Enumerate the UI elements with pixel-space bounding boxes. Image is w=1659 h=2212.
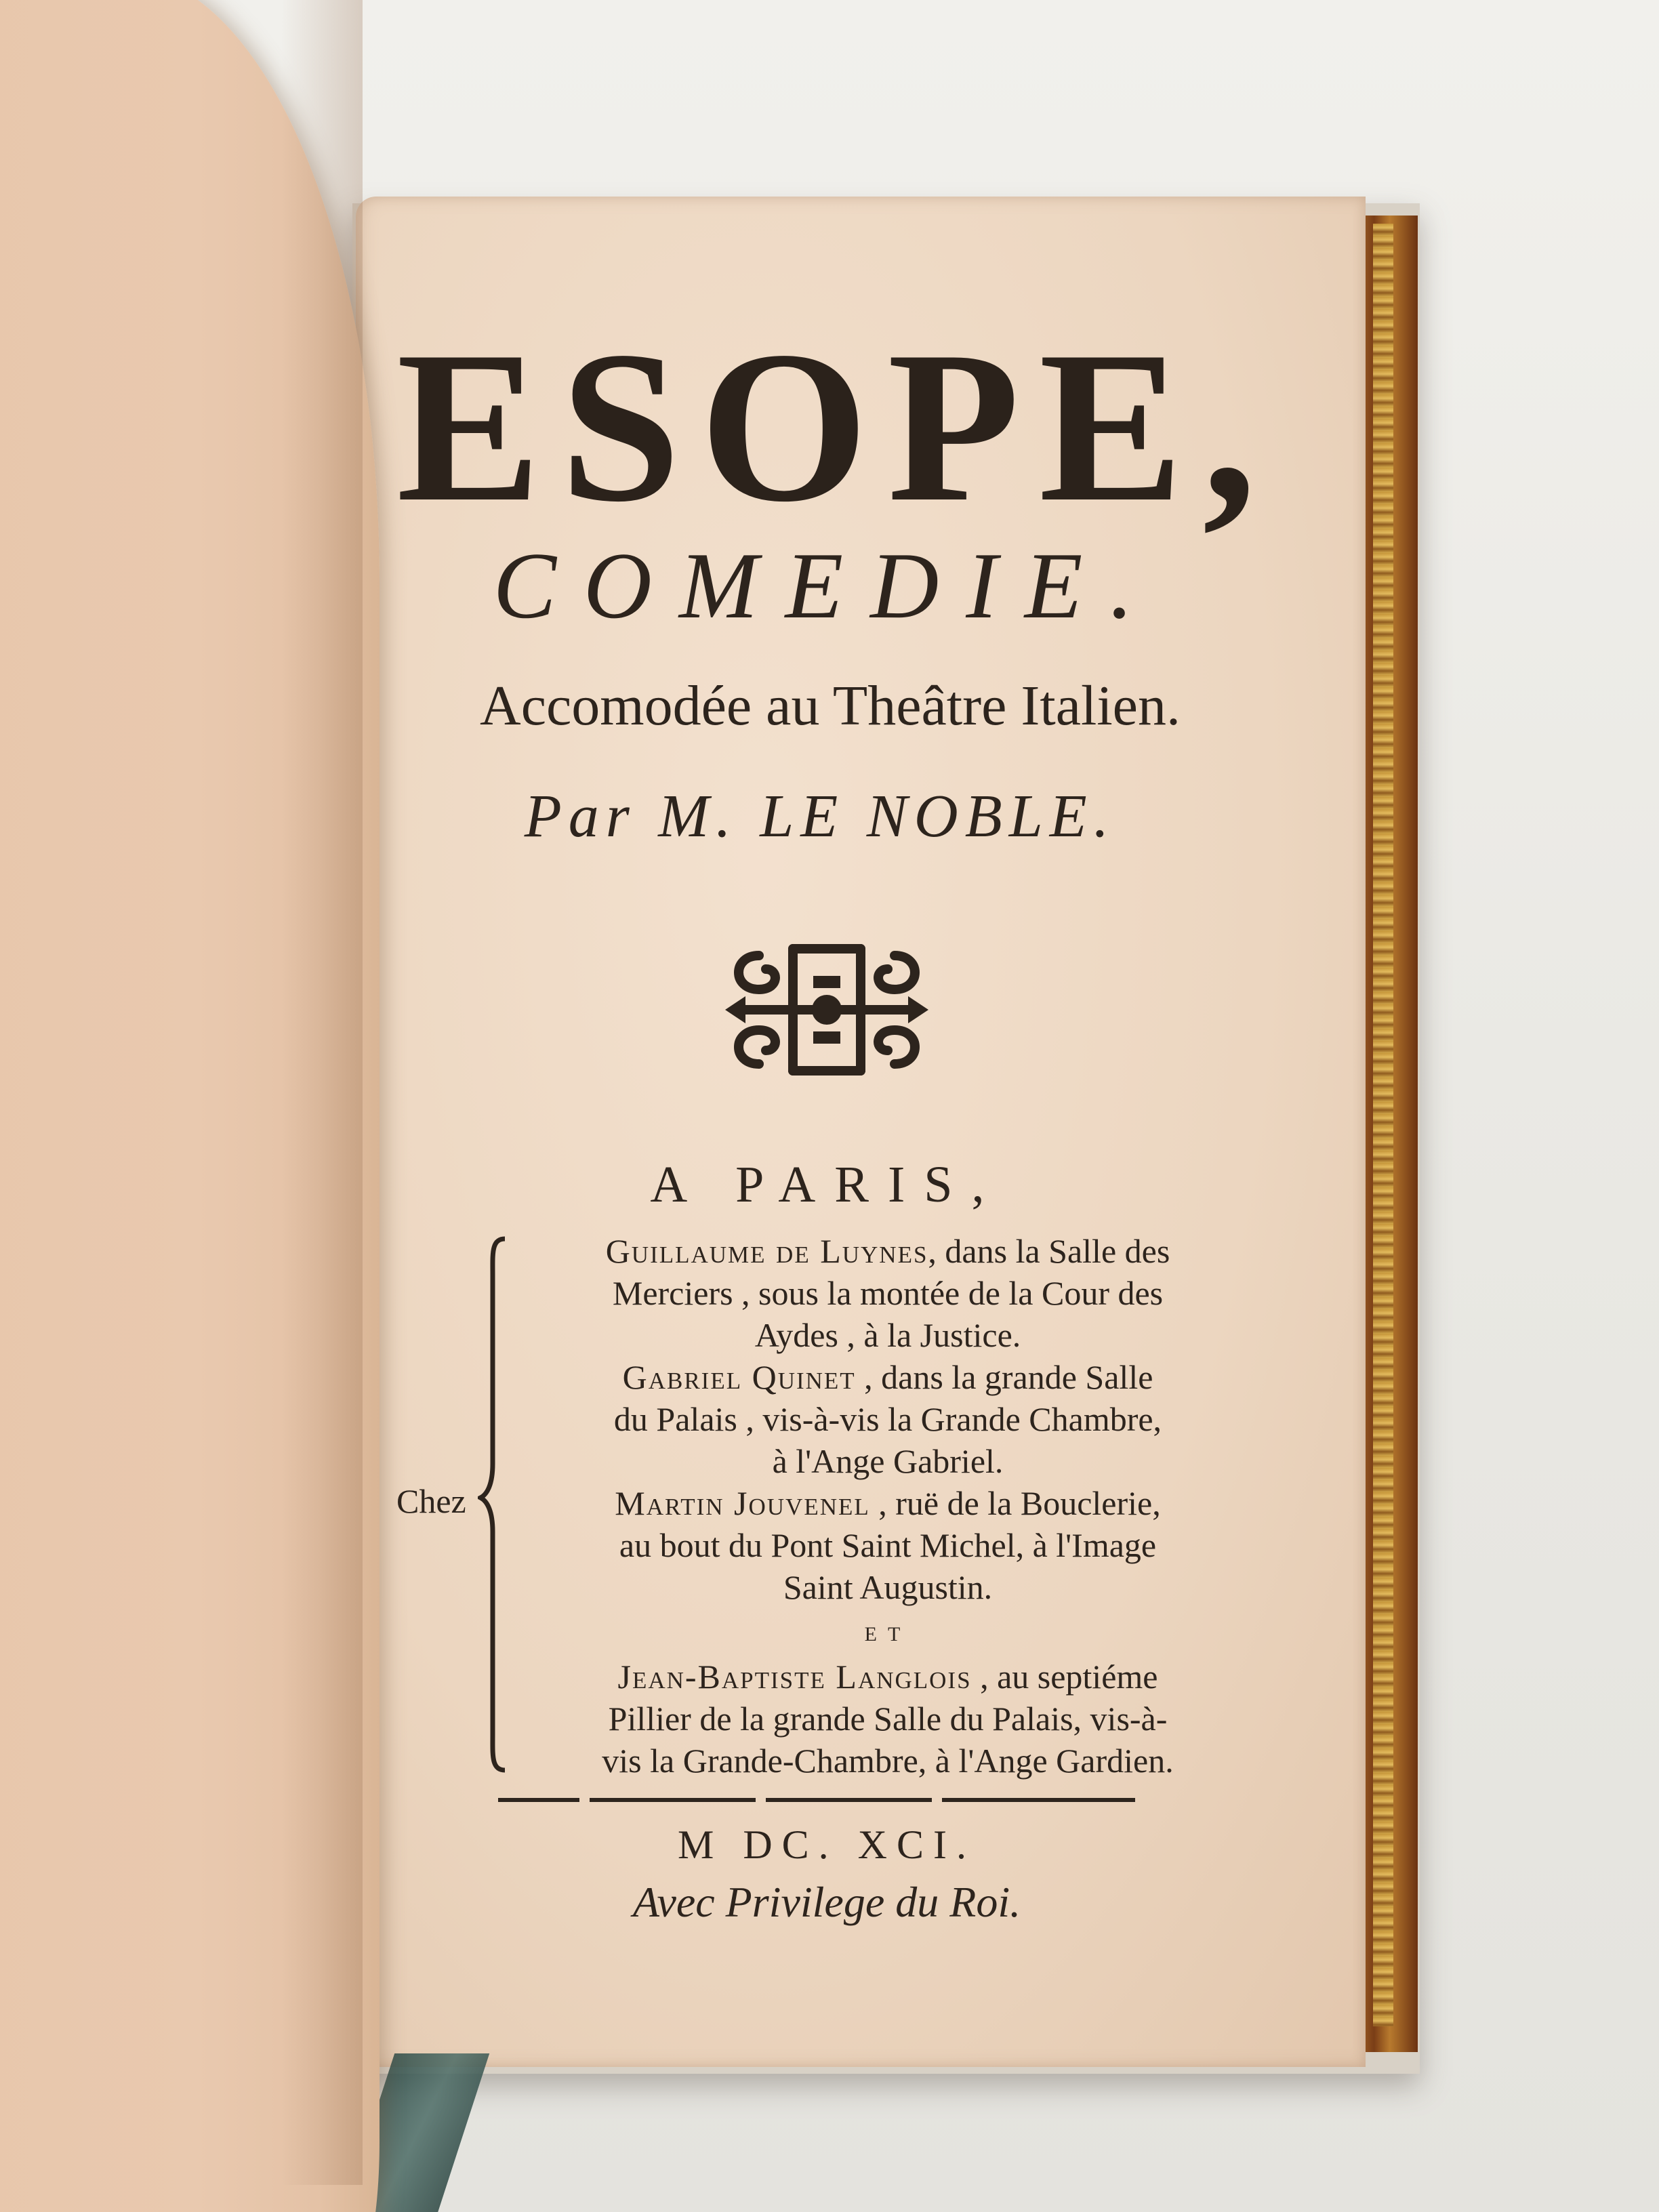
imprint-city: A PARIS, <box>650 1156 1004 1213</box>
imprint-line: ET <box>864 1623 912 1645</box>
imprint-block <box>515 1230 1261 1782</box>
imprint-line: Martin Jouvenel , ruë de la Bouclerie, <box>615 1484 1161 1522</box>
curled-flyleaf <box>0 0 380 2212</box>
imprint-line: Guillaume de Luynes, dans la Salle des <box>605 1232 1170 1270</box>
imprint-line: à l'Ange Gabriel. <box>772 1442 1004 1480</box>
imprint-line: vis la Grande-Chambre, à l'Ange Gardien. <box>602 1742 1174 1780</box>
flyleaf-shadow <box>281 0 363 2185</box>
printers-ornament-icon <box>718 928 935 1091</box>
printed-rule <box>498 1797 1135 1803</box>
chez-label: Chez <box>396 1482 466 1520</box>
imprint-line: Jean-Baptiste Langlois , au septiéme <box>617 1658 1158 1696</box>
author-line: Par M. LE NOBLE. <box>524 783 1116 850</box>
publication-year: M DC. XCI. <box>677 1822 977 1867</box>
imprint-line: Saint Augustin. <box>783 1568 993 1606</box>
book-subtitle: COMEDIE. <box>493 533 1161 638</box>
imprint-line: Pillier de la grande Salle du Palais, vis-à- <box>608 1700 1168 1738</box>
imprint-line: Aydes , à la Justice. <box>754 1316 1021 1354</box>
gilt-edge-decoration <box>1373 224 1393 2026</box>
adaptation-line: Accomodée au Theâtre Italien. <box>480 674 1181 737</box>
imprint-line: au bout du Pont Saint Michel, à l'Image <box>619 1526 1157 1564</box>
imprint-line: Merciers , sous la montée de la Cour des <box>612 1274 1164 1312</box>
book-title: ESOPE, <box>396 307 1276 547</box>
imprint-brace-icon <box>478 1233 512 1776</box>
privilege-line: Avec Privilege du Roi. <box>632 1878 1021 1926</box>
imprint-line: du Palais , vis-à-vis la Grande Chambre, <box>613 1400 1162 1438</box>
imprint-line: Gabriel Quinet , dans la grande Salle <box>622 1358 1153 1396</box>
